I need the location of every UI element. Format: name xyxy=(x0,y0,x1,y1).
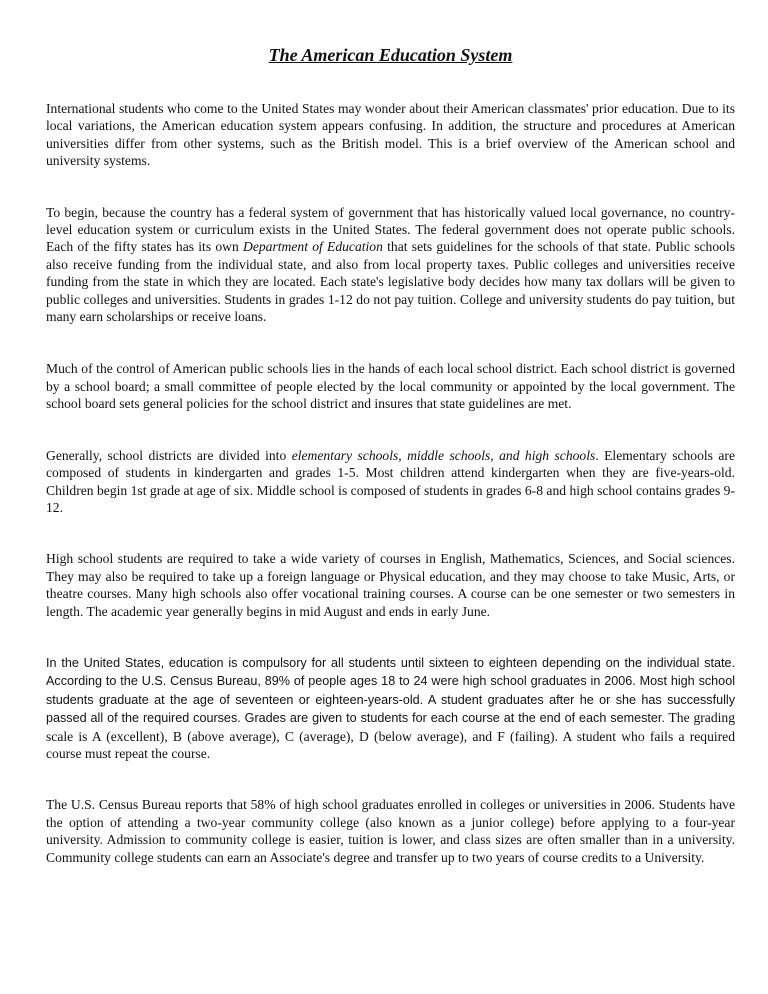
school-levels-emphasis: elementary schools, middle schools, and high schools xyxy=(291,447,596,463)
paragraph-school-levels-text-a: Generally, school districts are divided into xyxy=(46,447,292,463)
paragraph-compulsory-education-text-a: In the United States, education is compulsory for all students until sixteen to eighteen depending on the individual state. According to the U.S. Census Bureau, 89% of people ages 18 to 24 were high school graduates in 2006. Most high school students graduate at the age of seventeen or eighteen-years-old. A student graduates after he or she has successfully passed all of the required courses. Grades are given to students for each course at the end of each semester. xyxy=(46,655,735,726)
paragraph-intro-text: International students who come to the United States may wonder about their American classmates' prior education. Due to its local variations, the American education system appears confusing. In addition, the structure and procedures at American universities differ from other systems, such as the British model. This is a brief overview of the American school and university systems. xyxy=(46,101,735,169)
paragraph-college-enrollment xyxy=(46,796,735,866)
document-page xyxy=(46,44,735,866)
paragraph-school-district xyxy=(46,360,735,412)
document-title: The American Education System xyxy=(268,45,513,65)
paragraph-school-levels xyxy=(46,447,735,517)
paragraph-compulsory-education-text-b: The grading scale is A (excellent), B (above average), C (average), D (below average), and F (failing). A student who fails a required course must repeat the course. xyxy=(46,710,736,761)
department-of-education-emphasis: Department of Education xyxy=(243,239,383,255)
paragraph-intro xyxy=(46,100,735,170)
paragraph-high-school-courses xyxy=(46,550,735,620)
paragraph-college-enrollment-text: The U.S. Census Bureau reports that 58% of high school graduates enrolled in colleges or universities in 2006. Students have the option of attending a two-year community college (also known as a junior college) before applying to a four-year university. Admission to community college is easier, tuition is lower, and class sizes are often smaller than in a university. Community college students can earn an Associate's degree and transfer up to two years of course credits to a University. xyxy=(46,797,735,865)
paragraph-school-levels-text-b: . Elementary schools are composed of students in kindergarten and grades 1-5. Most children attend kindergarten when they are five-years-old. Children begin 1st grade at age of six. Middle school is composed of students in grades 6-8 and high school contains grades 9-12. xyxy=(46,447,735,515)
paragraph-compulsory-education xyxy=(46,654,735,762)
paragraph-school-district-text: Much of the control of American public schools lies in the hands of each local school district. Each school district is governed by a school board; a small committee of people elected by the local community or appointed by the local government. The school board sets general policies for the school district and insures that state guidelines are met. xyxy=(46,361,735,412)
paragraph-federal-system-text-b: that sets guidelines for the schools of that state. Public schools also receive funding from the individual state, and also from local property taxes. Public colleges and universities receive funding from the state in which they are located. Each state's legislative body decides how many tax dollars will be given to public colleges and universities. Students in grades 1-12 do not pay tuition. College and university students do pay tuition, but many earn scholarships or receive loans. xyxy=(46,239,735,325)
paragraph-federal-system-text-a: To begin, because the country has a federal system of government that has historically valued local governance, no country-level education system or curriculum exists in the United States. The federal government does not operate public schools. Each of the fifty states has its own xyxy=(46,204,735,255)
paragraph-federal-system xyxy=(46,204,735,326)
paragraph-high-school-courses-text: High school students are required to take a wide variety of courses in English, Mathematics, Sciences, and Social sciences. They may also be required to take up a foreign language or Physical education, and they may choose to take Music, Arts, or theatre courses. Many high schools also offer vocational training courses. A course can be one semester or two semesters in length. The academic year generally begins in mid August and ends in early June. xyxy=(46,551,735,619)
